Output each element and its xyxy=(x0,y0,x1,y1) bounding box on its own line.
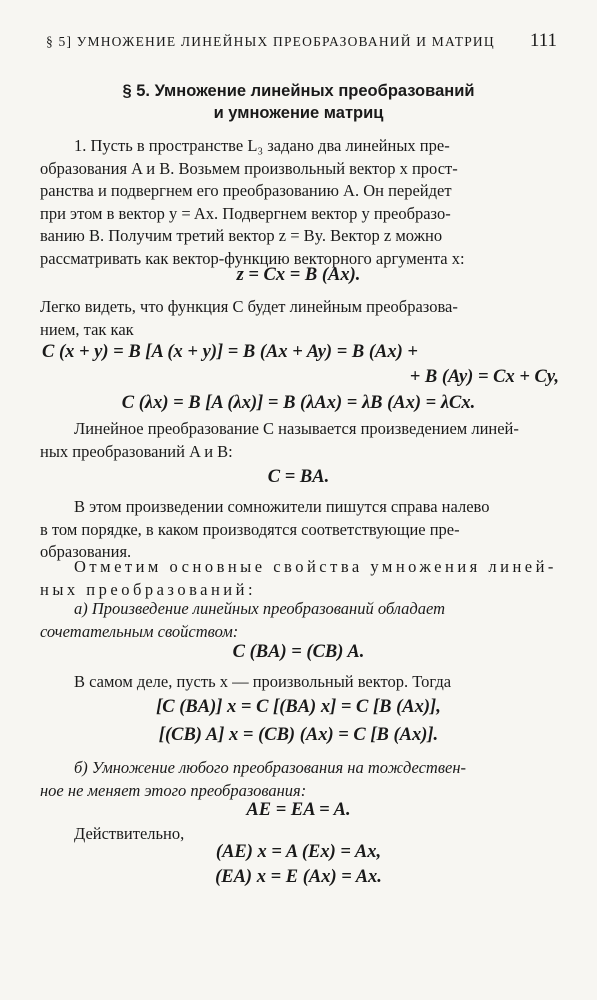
formula-composition: z = Cx = B (Ax). xyxy=(236,265,361,285)
text-line: образования. xyxy=(40,542,132,562)
formula-additivity-line-2: + B (Ay) = Cx + Cy, xyxy=(409,367,559,387)
section-title-line-2: и умножение матриц xyxy=(213,104,384,122)
text-line: нием, так как xyxy=(40,319,134,339)
formula-identity-proof-1: (AE) x = A (Ex) = Ax, xyxy=(215,842,382,862)
paragraph-2 xyxy=(40,296,560,341)
text-line: в том порядке, в каком производятся соответствующие пре- xyxy=(40,519,460,539)
running-header-title: § 5] УМНОЖЕНИЕ ЛИНЕЙНЫХ ПРЕОБРАЗОВАНИЙ И МАТРИЦ xyxy=(46,34,495,49)
paragraph-6 xyxy=(40,598,560,643)
text-line: Отметим основные свойства умножения линей- xyxy=(74,557,557,576)
formula-associativity-proof-2: [(CB) A] x = (CB) (Ax) = C [B (Ax)]. xyxy=(158,725,439,745)
text-line: ное не меняет этого преобразования: xyxy=(40,780,307,800)
text-line: ных преобразований: xyxy=(40,579,257,599)
text-line: 1. Пусть в пространстве L₃ задано два линейных пре- xyxy=(74,136,450,155)
running-header xyxy=(46,30,557,52)
paragraph-3 xyxy=(40,418,560,463)
text-line: ранства и подвергнем его преобразованию A. Он перейдет xyxy=(40,181,452,201)
page-number: 111 xyxy=(529,30,557,51)
paragraph-5 xyxy=(40,556,560,601)
text-line: Линейное преобразование C называется произведением линей- xyxy=(74,419,519,438)
text-line: Действительно, xyxy=(74,824,185,843)
paragraph-8 xyxy=(40,757,560,802)
formula-associativity-proof-1: [C (BA)] x = C [(BA) x] = C [B (Ax)], xyxy=(156,697,441,717)
text-line: ванию B. Получим третий вектор z = By. Вектор z можно xyxy=(40,226,443,246)
section-title-line-1: § 5. Умножение линейных преобразований xyxy=(122,82,475,100)
formula-homogeneity: C (λx) = B [A (λx)] = B (λAx) = λB (Ax) = λCx. xyxy=(121,393,476,413)
text-line: ных преобразований A и B: xyxy=(40,441,233,461)
text-line: при этом в вектор y = Ax. Подвергнем вектор y преобразо- xyxy=(40,203,451,223)
formula-associativity: C (BA) = (CB) A. xyxy=(232,642,365,662)
text-line: б) Умножение любого преобразования на тождествен- xyxy=(74,758,467,777)
paragraph-1 xyxy=(40,135,560,271)
paragraph-7 xyxy=(40,671,560,694)
formula-additivity-line-1: C (x + y) = B [A (x + y)] = B (Ax + Ay) = B (Ax) + xyxy=(42,342,418,362)
formula-identity: AE = EA = A. xyxy=(246,800,351,820)
text-line: Легко видеть, что функция C будет линейным преобразова- xyxy=(40,297,458,316)
text-line: В этом произведении сомножители пишутся справа налево xyxy=(74,497,490,516)
formula-identity-proof-2: (EA) x = E (Ax) = Ax. xyxy=(215,867,382,887)
text-line: а) Произведение линейных преобразований обладает xyxy=(74,599,446,618)
paragraph-4 xyxy=(40,496,560,564)
formula-product: C = BA. xyxy=(267,467,330,487)
text-line: образования A и B. Возьмем произвольный вектор x прост- xyxy=(40,158,458,178)
text-line: В самом деле, пусть x — произвольный вектор. Тогда xyxy=(74,672,452,691)
text-line: сочетательным свойством: xyxy=(40,621,239,641)
section-title xyxy=(0,80,597,124)
text-line: рассматривать как вектор-функцию векторного аргумента x: xyxy=(40,248,465,268)
